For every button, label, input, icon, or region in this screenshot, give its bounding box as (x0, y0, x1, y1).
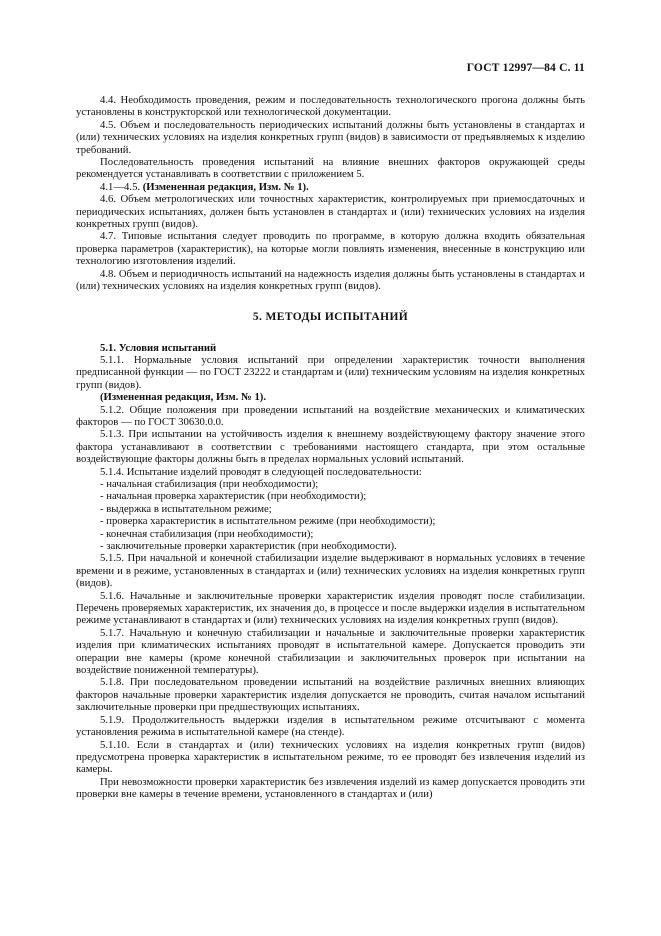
paragraph-5-1-7: 5.1.7. Начальную и конечную стабилизации и начальные и заключительные проверки характеристик изделия при климатических испытаниях проводят в испытательной камере. Допускается проводить эти операции вне камеры (кроме конечной стабилизации и заключительных проверок при испытании на воздействие пониженной температуры). (76, 626, 585, 677)
paragraph-5-1-4: 5.1.4. Испытание изделий проводят в следующей последовательности: (100, 465, 422, 478)
list-item: - заключительные проверки характеристик (при необходимости). (100, 540, 397, 552)
list-item: - начальная проверка характеристик (при необходимости); (100, 490, 367, 503)
paragraph-5-1-9: 5.1.9. Продолжительность выдержки изделия в испытательном режиме отсчитывают с момента установления режима в испытательной камере (на стенде). (76, 713, 585, 739)
list-item: - проверка характеристик в испытательном режиме (при необходимости); (100, 515, 436, 528)
paragraph-4-7: 4.7. Типовые испытания следует проводить по программе, в которую должна входить обязательная проверка параметров (характеристик), на которые могли повлиять изменения, внесенные в конструкцию или технологию изготовления изделий. (76, 230, 585, 268)
paragraph-5-1-1: 5.1.1. Нормальные условия испытаний при определении характеристик точности выполнения предписанной функции — по ГОСТ 23222 и стандартам и (или) техническим условиям на изделия конкретных групп (видов). (76, 353, 585, 391)
paragraph-4-6: 4.6. Объем метрологических или точностных характеристик, контролируемых при приемосдаточных и периодических испытаниях, должен быть установлен в стандартах и (или) технических условиях на изделия конкретных групп (видов). (76, 193, 585, 231)
paragraph-5-1-2: 5.1.2. Общие положения при проведении испытаний на воздействие механических и климатических факторов — по ГОСТ 30630.0.0. (76, 403, 585, 428)
paragraph-5-1-5: 5.1.5. При начальной и конечной стабилизации изделие выдерживают в нормальных условиях в течение времени и в режиме, установленных в стандартах и (или) технических условиях на изделия конкретных групп (видов). (76, 552, 585, 590)
list-item: - начальная стабилизация (при необходимости); (100, 477, 319, 490)
paragraph-5-1-3: 5.1.3. При испытании на устойчивость изделия к внешнему воздействующему фактору значение этого фактора устанавливают в соответствии с требованиями настоящего стандарта, при этом остальные воздействующие факторы должны быть в пределах нормальных условий испытаний. (76, 428, 585, 466)
paragraph-5-1-10: 5.1.10. Если в стандартах и (или) технических условиях на изделия конкретных групп (видов) предусмотрена проверка характеристик в испытательном режиме, то ее проводят без извлечения изделий из камеры. (76, 738, 585, 776)
list-item: - конечная стабилизация (при необходимости); (100, 527, 314, 540)
document-body (76, 94, 585, 801)
paragraph-4-5-note: Последовательность проведения испытаний на влияние внешних факторов окружающей среды рекомендуется устанавливать в соответствии с приложением 5. (76, 156, 585, 181)
edit-note-5-1-1: (Измененная редакция, Изм. № 1). (100, 391, 267, 404)
paragraph-5-1-6: 5.1.6. Начальные и заключительные проверки характеристик изделия проводят после стабилизации. Перечень проверяемых характеристик, их значения до, в процессе и после выдержки изделия в испытательном режиме устанавливают в стандартах и (или) технических условиях на изделия конкретных групп (видов). (76, 589, 585, 627)
paragraph-4-1-5-edit (76, 181, 585, 193)
page-header: ГОСТ 12997—84 С. 11 (466, 62, 585, 74)
paragraph-4-4: 4.4. Необходимость проведения, режим и последовательность технологического прогона должны быть установлены в конструкторской или технологической документации. (76, 94, 585, 119)
paragraph-5-1-10-continued: При невозможности проверки характеристик без извлечения изделий из камер допускается проводить эти проверки вне камеры в течение времени, установленного в стандартах и (или) (76, 775, 585, 801)
paragraph-4-5: 4.5. Объем и последовательность периодических испытаний должны быть установлены в стандартах и (или) технических условиях на изделия конкретных групп (видов) в зависимости от предъявляемых к изделию требований. (76, 118, 585, 156)
paragraph-5-1-8: 5.1.8. При последовательном проведении испытаний на воздействие различных внешних влияющих факторов начальные проверки характеристик изделия допускается не проводить, считая началом испытаний заключительные проверки при предшествующих испытаниях. (76, 676, 585, 714)
list-item: - выдержка в испытательном режиме; (100, 502, 272, 515)
edit-note: (Измененная редакция, Изм. № 1). (142, 180, 309, 193)
subsection-5-1-title: 5.1. Условия испытаний (100, 341, 217, 354)
edit-ref-number: 4.1—4.5. (100, 180, 143, 193)
section-5-title: 5. МЕТОДЫ ИСПЫТАНИЙ (252, 310, 409, 323)
paragraph-4-8: 4.8. Объем и периодичность испытаний на надежность изделия должны быть установлены в стандартах и (или) технических условиях на изделия конкретных групп (видов). (76, 267, 585, 293)
